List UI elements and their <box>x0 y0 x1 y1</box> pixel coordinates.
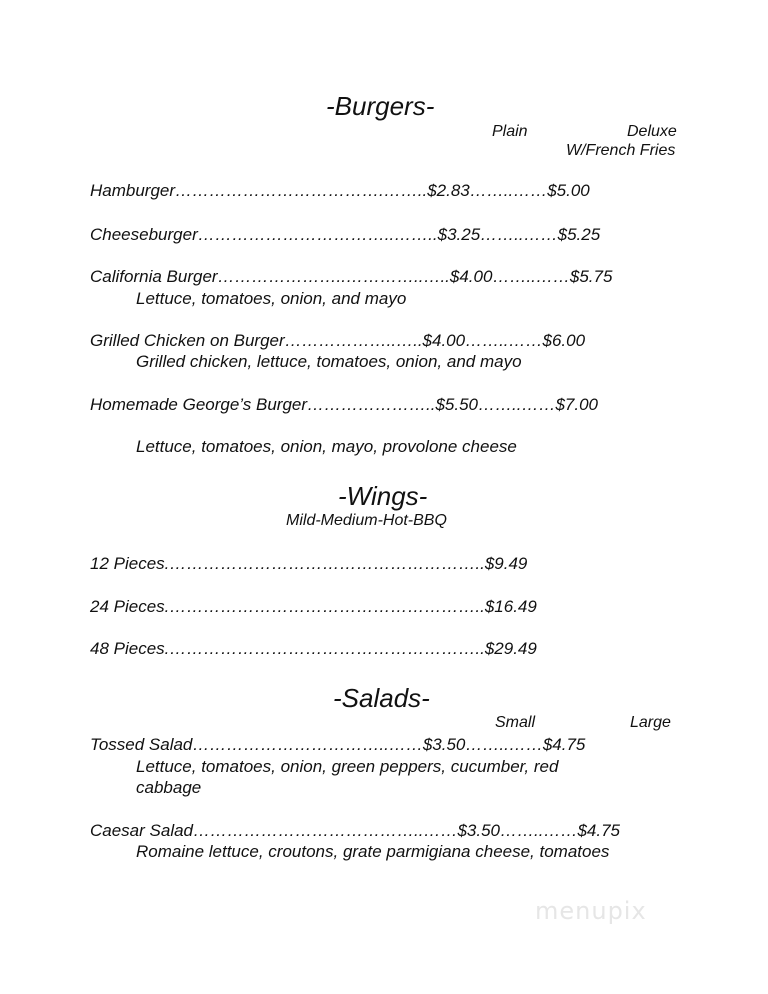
burgers-col-plain: Plain <box>492 123 528 140</box>
menu-item-line: California Burger…………………..…………..…..$4.00……..……$5.75 <box>90 267 613 286</box>
menu-item-line: Homemade George’s Burger…………………..$5.50……..……$7.00 <box>90 395 598 414</box>
burgers-col-deluxe-sub: W/French Fries <box>566 142 676 159</box>
menu-item-line: Tossed Salad……………………………..……$3.50……..……$4.75 <box>90 735 586 754</box>
menu-item-line: Caesar Salad…………………………………..……$3.50……..……$4.75 <box>90 821 620 840</box>
menu-item-description: Romaine lettuce, croutons, grate parmigiana cheese, tomatoes <box>136 842 610 861</box>
menu-item-line: 12 Pieces.………………………………………………..$9.49 <box>90 554 528 573</box>
burgers-heading: -Burgers- <box>326 91 435 121</box>
burgers-col-deluxe: Deluxe <box>627 123 677 140</box>
menu-item-line: Grilled Chicken on Burger………………..…..$4.00……..……$6.00 <box>90 331 586 350</box>
wings-flavors: Mild-Medium-Hot-BBQ <box>286 512 447 529</box>
menu-item-description: Lettuce, tomatoes, onion, mayo, provolone cheese <box>136 437 517 456</box>
salads-col-large: Large <box>630 714 671 731</box>
wings-heading: -Wings- <box>338 481 428 511</box>
menu-item-line: Hamburger……………………………….……..$2.83……..……$5.00 <box>90 181 590 200</box>
menu-item-line: Cheeseburger……………………………..……..$3.25……..……$5.25 <box>90 225 601 244</box>
menu-item-description: Lettuce, tomatoes, onion, green peppers, cucumber, red <box>136 757 559 776</box>
menu-item-description: cabbage <box>136 778 202 797</box>
watermark-logo: menupix <box>535 897 647 925</box>
menu-item-description: Grilled chicken, lettuce, tomatoes, onion, and mayo <box>136 352 522 371</box>
salads-heading: -Salads- <box>333 683 430 713</box>
salads-col-small: Small <box>495 714 536 731</box>
menu-item-description: Lettuce, tomatoes, onion, and mayo <box>136 289 407 308</box>
menu-item-line: 24 Pieces.………………………………………………..$16.49 <box>90 597 537 616</box>
menu-item-line: 48 Pieces.………………………………………………..$29.49 <box>90 639 537 658</box>
